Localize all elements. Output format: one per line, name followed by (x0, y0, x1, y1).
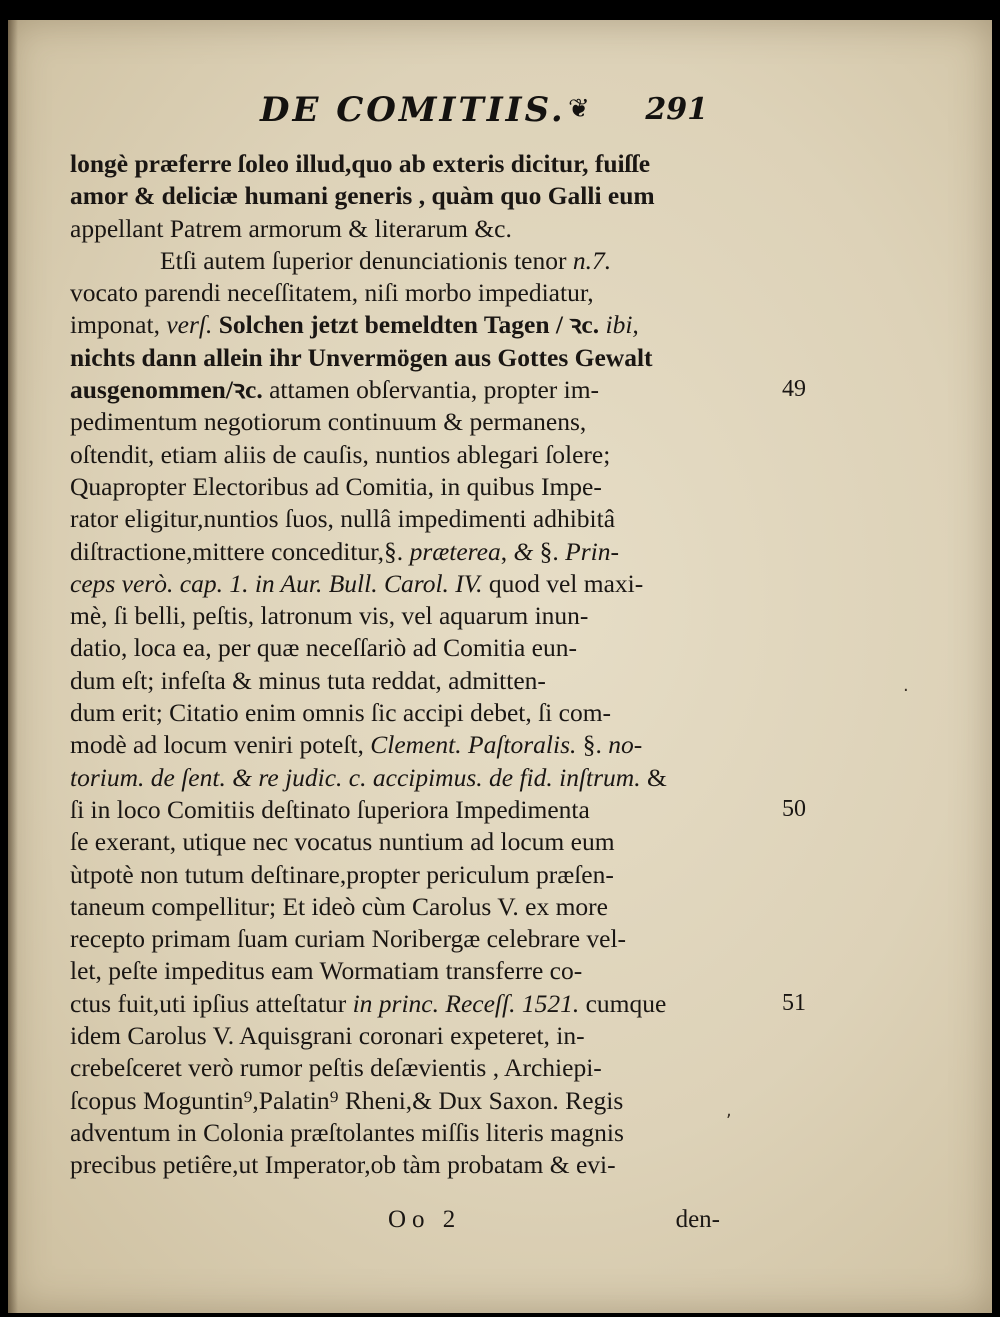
text-segment: longè præferre ſoleo illud,quo ab exteris dicitur, fuiſſe (70, 149, 651, 178)
text-line (70, 632, 720, 664)
text-segment: cumque (579, 988, 667, 1018)
margin-number: 49 (782, 376, 806, 403)
text-line (70, 859, 720, 891)
text-segment: nichts dann allein ihr Unvermögen aus Gottes Gewalt (70, 342, 653, 372)
text-line (70, 794, 720, 826)
text-segment: §. (533, 536, 566, 566)
text-line (70, 503, 720, 535)
text-line (70, 245, 720, 277)
book-page (8, 20, 992, 1313)
text-line (70, 729, 720, 761)
text-segment: appellant Patrem armorum & literarum &c. (70, 213, 512, 243)
margin-number: 50 (782, 796, 806, 822)
ink-speck: · (903, 680, 909, 701)
text-segment: Prin- (565, 536, 619, 566)
text-segment: rator eligitur,nuntios ſuos, nullâ impedimenti adhibitâ (70, 504, 616, 534)
text-segment: pedimentum negotiorum continuum & permanens, (70, 407, 587, 437)
text-line (70, 213, 720, 245)
text-segment: Solchen jetzt bemeldten Tagen / ꝛc. (212, 310, 606, 340)
text-segment: imponat, (70, 310, 167, 340)
text-segment: taneum compellitur; Et ideò cùm Carolus V. ex more (70, 891, 608, 921)
text-line (70, 439, 720, 471)
text-line (70, 148, 720, 180)
text-line (70, 471, 720, 503)
text-line (70, 1052, 720, 1084)
text-segment: crebeſceret verò rumor peſtis deſævientis , Archiepi- (70, 1053, 602, 1083)
text-segment: & (513, 536, 534, 566)
text-segment: & (640, 762, 667, 792)
text-line (70, 568, 720, 600)
text-segment: Etſi autem ſuperior denunciationis tenor (160, 245, 573, 275)
text-segment: ſi in loco Comitiis deſtinato ſuperiora Impedimenta (70, 794, 590, 824)
text-segment: , (500, 536, 514, 566)
text-segment: præterea (409, 536, 501, 566)
text-line (70, 600, 720, 632)
margin-number: 51 (782, 989, 806, 1016)
text-segment: adventum in Colonia præſtolantes miſſis literis magnis (70, 1117, 624, 1147)
text-segment: modè ad locum veniri poteſt, (70, 730, 371, 760)
running-header (238, 90, 708, 134)
text-line (70, 665, 720, 697)
text-segment: Quapropter Electoribus ad Comitia, in quibus Impe- (70, 471, 602, 501)
text-line (70, 762, 720, 794)
text-line (70, 180, 720, 212)
text-segment: §. (576, 730, 609, 760)
text-line (70, 988, 720, 1020)
text-segment: vocato parendi neceſſitatem, niſi morbo impediatur, (70, 278, 594, 308)
ink-speck: , (726, 1100, 732, 1121)
body-text (70, 148, 806, 1182)
text-segment: dum erit; Citatio enim omnis ſic accipi debet, ſi com- (70, 698, 612, 728)
text-segment: verſ. (166, 310, 213, 340)
text-segment: ausgenommen/ꝛc. (70, 375, 263, 405)
text-segment: ceps verò. cap. 1. in Aur. Bull. Carol. IV. (70, 568, 483, 598)
ornament-icon: ❦ (568, 94, 590, 124)
text-segment: in princ. Receſſ. 1521. (352, 988, 580, 1018)
text-segment: quod vel maxi- (482, 568, 644, 598)
catchword: den- (675, 1206, 720, 1233)
text-line (70, 1085, 720, 1117)
text-segment: ctus fuit,uti ipſius atteſtatur (70, 988, 353, 1018)
text-line (70, 826, 720, 858)
page-footer (70, 1206, 720, 1242)
text-segment: precibus petiêre,ut Imperator,ob tàm probatam & evi- (70, 1150, 616, 1180)
text-segment: recepto primam ſuam curiam Noribergæ celebrare vel- (70, 924, 627, 954)
text-line (70, 277, 720, 309)
signature-mark: Oo 2 (388, 1206, 462, 1233)
text-segment: ibi, (605, 310, 639, 340)
text-segment: oſtendit, etiam aliis de cauſis, nuntios ablegari ſolere; (70, 439, 611, 469)
text-segment: let, peſte impeditus eam Wormatiam transferre co- (70, 956, 583, 986)
text-line (70, 374, 720, 406)
text-line (70, 923, 720, 955)
text-line (70, 1149, 720, 1181)
text-line (70, 1020, 720, 1052)
text-segment: ùtpotè non tutum deſtinare,propter periculum præſen- (70, 859, 614, 889)
text-segment: torium. de ſent. & re judic. c. accipimus. de fid. inſtrum. (70, 762, 641, 792)
text-segment: ſcopus Moguntin⁹,Palatin⁹ Rheni,& Dux Saxon. Regis (70, 1085, 624, 1115)
text-segment: diſtractione,mittere conceditur,§. (70, 536, 410, 566)
text-line (70, 1117, 720, 1149)
text-line (70, 406, 720, 438)
text-segment: no- (608, 730, 643, 760)
text-line (70, 955, 720, 987)
text-segment: Clement. Paſtoralis. (370, 730, 577, 760)
running-title: DE COMITIIS. (260, 90, 566, 130)
text-segment: n.7. (572, 245, 612, 275)
text-segment: datio, loca ea, per quæ neceſſariò ad Comitia eun- (70, 633, 577, 663)
text-segment: ſe exerant, utique nec vocatus nuntium ad locum eum (70, 827, 615, 857)
text-segment: dum eſt; infeſta & minus tuta reddat, admitten- (70, 665, 546, 695)
text-segment: amor & deliciæ humani generis , quàm quo Galli eum (70, 181, 655, 211)
text-segment: mè, ſi belli, peſtis, latronum vis, vel aquarum inun- (70, 601, 589, 631)
text-line (70, 342, 720, 374)
text-segment: idem Carolus V. Aquisgrani coronari expeteret, in- (70, 1021, 585, 1051)
text-line (70, 697, 720, 729)
text-line (70, 309, 720, 341)
text-segment: attamen obſervantia, propter im- (262, 375, 600, 405)
page-number: 291 (645, 92, 708, 127)
text-line (70, 536, 720, 568)
text-line (70, 891, 720, 923)
